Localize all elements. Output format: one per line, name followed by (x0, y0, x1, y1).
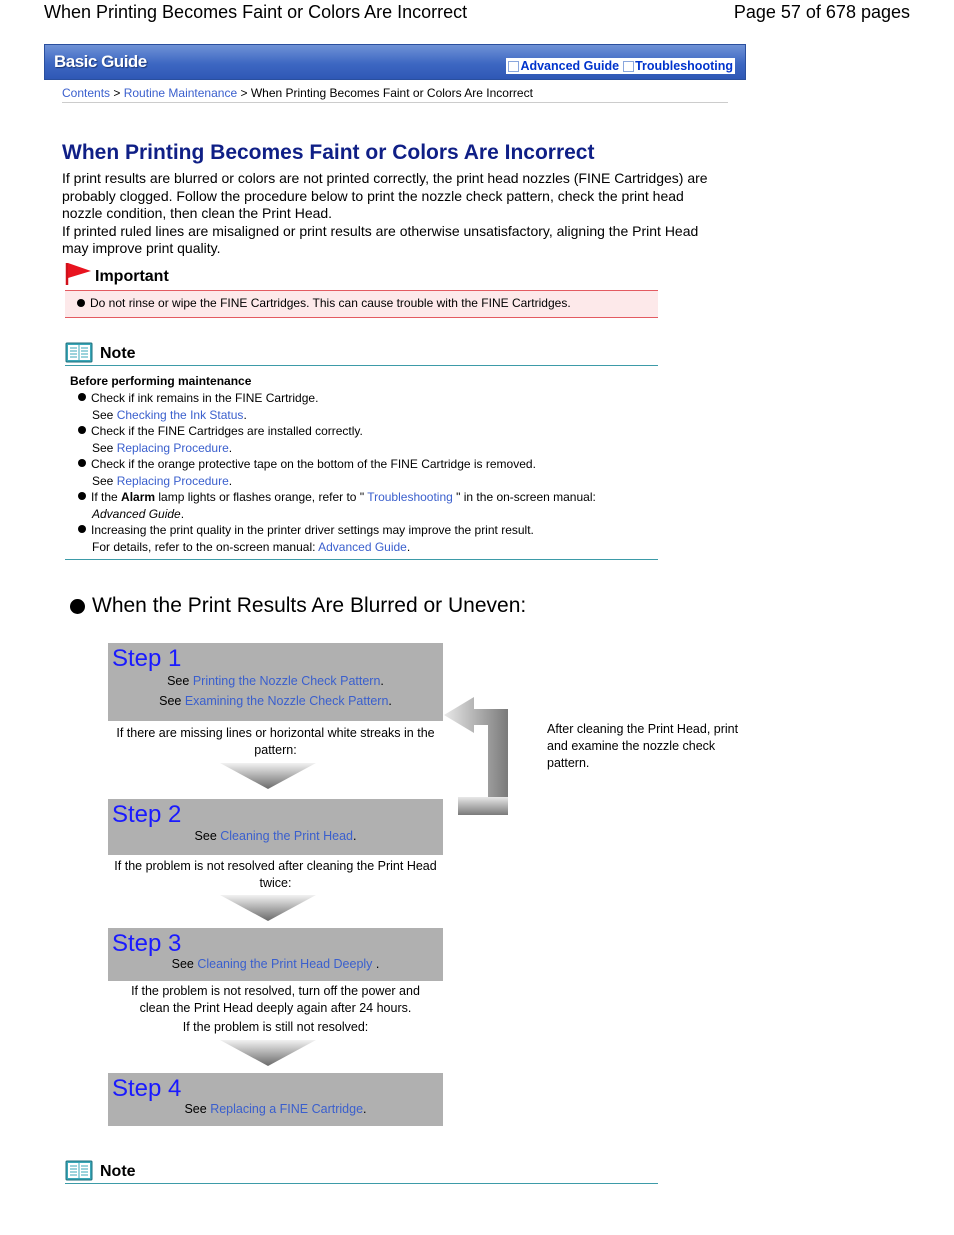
bullet-icon (78, 459, 86, 467)
page-counter: Page 57 of 678 pages (733, 2, 910, 22)
see-label: See (167, 674, 193, 688)
intro-paragraph: If print results are blurred or colors are not printed correctly, the print head nozzles (FINE Cartridges) are probably clogged. Follow the procedure below to print the nozzle check pattern, check the print head nozzle condition, then clean the Print Head. (62, 170, 708, 221)
step-reference (108, 674, 443, 688)
see-reference (92, 407, 658, 424)
breadcrumb-contents-link[interactable]: Contents (62, 86, 111, 100)
alarm-text: lamp lights or flashes orange, refer to " (155, 490, 368, 504)
step-condition: If the problem is not resolved after cleaning the Print Head twice: (114, 859, 437, 890)
punctuation: . (406, 539, 411, 554)
page-header (0, 0, 954, 26)
note-label: Note (100, 1163, 136, 1180)
list-item (78, 489, 658, 506)
punctuation: . (228, 473, 233, 488)
see-label: See (171, 957, 198, 971)
bullet-icon (78, 492, 86, 500)
manual-reference (92, 539, 658, 556)
guide-links (506, 58, 735, 74)
punctuation: . (352, 829, 357, 843)
see-reference (92, 473, 658, 490)
checking-ink-status-link[interactable]: Checking the Ink Status (116, 407, 244, 422)
step-label: Step 3 (112, 930, 182, 957)
bullet-icon (78, 525, 86, 533)
punctuation: . (228, 440, 233, 455)
breadcrumb (62, 86, 728, 103)
list-item (78, 522, 658, 539)
troubleshooting-manual-link[interactable]: Troubleshooting (367, 490, 453, 504)
important-box (65, 290, 658, 318)
replacing-procedure-link[interactable]: Replacing Procedure (116, 440, 229, 455)
troubleshooting-icon (623, 61, 634, 72)
down-arrow-icon (220, 763, 316, 789)
important-heading (65, 262, 169, 286)
see-label: See (184, 1102, 211, 1116)
step-condition: If there are missing lines or horizontal white streaks in the pattern: (116, 726, 435, 757)
red-flag-icon (65, 262, 93, 286)
see-label: See (92, 407, 117, 422)
advanced-guide-manual-link[interactable]: Advanced Guide (318, 539, 407, 554)
punctuation: . (388, 694, 392, 708)
section-title (70, 594, 526, 618)
book-icon (65, 342, 93, 363)
step-label: Step 2 (112, 801, 182, 828)
bullet-icon (70, 599, 85, 614)
step-label: Step 1 (112, 645, 182, 672)
punctuation: . (363, 1102, 367, 1116)
down-arrow-icon (220, 1040, 316, 1066)
manual-reference (92, 506, 658, 523)
note-item-text: Check if the orange protective tape on the bottom of the FINE Cartridge is removed. (91, 457, 536, 471)
bullet-icon (78, 426, 86, 434)
alarm-text: " in the on-screen manual: (452, 490, 596, 504)
basic-guide-logo[interactable]: Basic Guide (54, 52, 147, 71)
step-reference (108, 957, 443, 971)
replacing-fine-cartridge-link[interactable]: Replacing a FINE Cartridge (210, 1102, 364, 1116)
examining-nozzle-check-pattern-link[interactable]: Examining the Nozzle Check Pattern (184, 694, 389, 708)
step-label: Step 4 (112, 1075, 182, 1102)
step-condition: If the problem is still not resolved: (182, 1020, 369, 1034)
advanced-guide-link[interactable]: Advanced Guide (520, 59, 620, 73)
intro-text (62, 170, 722, 258)
punctuation: . (243, 407, 247, 422)
printing-nozzle-check-pattern-link[interactable]: Printing the Nozzle Check Pattern (192, 674, 381, 688)
book-icon (65, 1160, 93, 1181)
alarm-lamp-name: Alarm (121, 490, 156, 504)
breadcrumb-routine-maintenance-link[interactable]: Routine Maintenance (123, 86, 238, 100)
punctuation: . (180, 506, 185, 521)
list-item (78, 423, 658, 440)
see-label: See (92, 473, 117, 488)
step-1-box (108, 643, 443, 721)
punctuation: . (372, 957, 380, 971)
important-item: Do not rinse or wipe the FINE Cartridges. This can cause trouble with the FINE Cartridges. (90, 296, 571, 310)
note-item-text: Check if the FINE Cartridges are installed correctly. (91, 424, 363, 438)
step-reference (108, 1102, 443, 1116)
list-item (78, 390, 658, 407)
note-item-text: Check if ink remains in the FINE Cartridge. (91, 391, 319, 405)
step-3-box (108, 928, 443, 981)
intro-paragraph: If printed ruled lines are misaligned or print results are otherwise unsatisfactory, aligning the Print Head may improve print quality. (62, 222, 699, 256)
loop-back-arrow-icon (444, 697, 510, 815)
bullet-icon (77, 299, 85, 307)
see-reference (92, 440, 658, 457)
document-title: When Printing Becomes Faint or Colors Are Incorrect (44, 2, 468, 22)
step-2-box (108, 799, 443, 855)
breadcrumb-separator: > (237, 86, 251, 100)
see-label: See (194, 829, 221, 843)
cleaning-print-head-link[interactable]: Cleaning the Print Head (220, 829, 353, 843)
list-item (78, 456, 658, 473)
step-condition: If the problem is not resolved, turn off the power and clean the Print Head deeply again after 24 hours. (131, 984, 420, 1015)
note-heading (65, 1160, 658, 1184)
advanced-guide-icon (508, 61, 519, 72)
note-subheading: Before performing maintenance (70, 374, 252, 388)
see-label: For details, refer to the on-screen manual: (92, 539, 319, 554)
page-title: When Printing Becomes Faint or Colors Are Incorrect (62, 141, 595, 164)
punctuation: . (380, 674, 384, 688)
see-label: See (92, 440, 117, 455)
note-item-text: Increasing the print quality in the printer driver settings may improve the print result. (91, 523, 534, 537)
cleaning-print-head-deeply-link[interactable]: Cleaning the Print Head Deeply (197, 957, 373, 971)
important-label: Important (95, 268, 169, 285)
advanced-guide-text: Advanced Guide (92, 506, 181, 521)
down-arrow-icon (220, 895, 316, 921)
replacing-procedure-link[interactable]: Replacing Procedure (116, 473, 229, 488)
step-reference (108, 829, 443, 843)
note-label: Note (100, 345, 136, 362)
guide-navigation-bar (44, 44, 746, 80)
breadcrumb-current: When Printing Becomes Faint or Colors Are Incorrect (250, 86, 533, 100)
breadcrumb-separator: > (110, 86, 124, 100)
step-4-box (108, 1073, 443, 1126)
see-label: See (159, 694, 185, 708)
troubleshooting-link[interactable]: Troubleshooting (635, 59, 733, 73)
note-body (65, 374, 658, 560)
note-heading (65, 342, 658, 366)
alarm-text: If the (91, 490, 122, 504)
step-reference (108, 694, 443, 708)
side-note: After cleaning the Print Head, print and examine the nozzle check pattern. (547, 722, 739, 770)
section-title-text: When the Print Results Are Blurred or Uneven: (92, 594, 527, 617)
bullet-icon (78, 393, 86, 401)
